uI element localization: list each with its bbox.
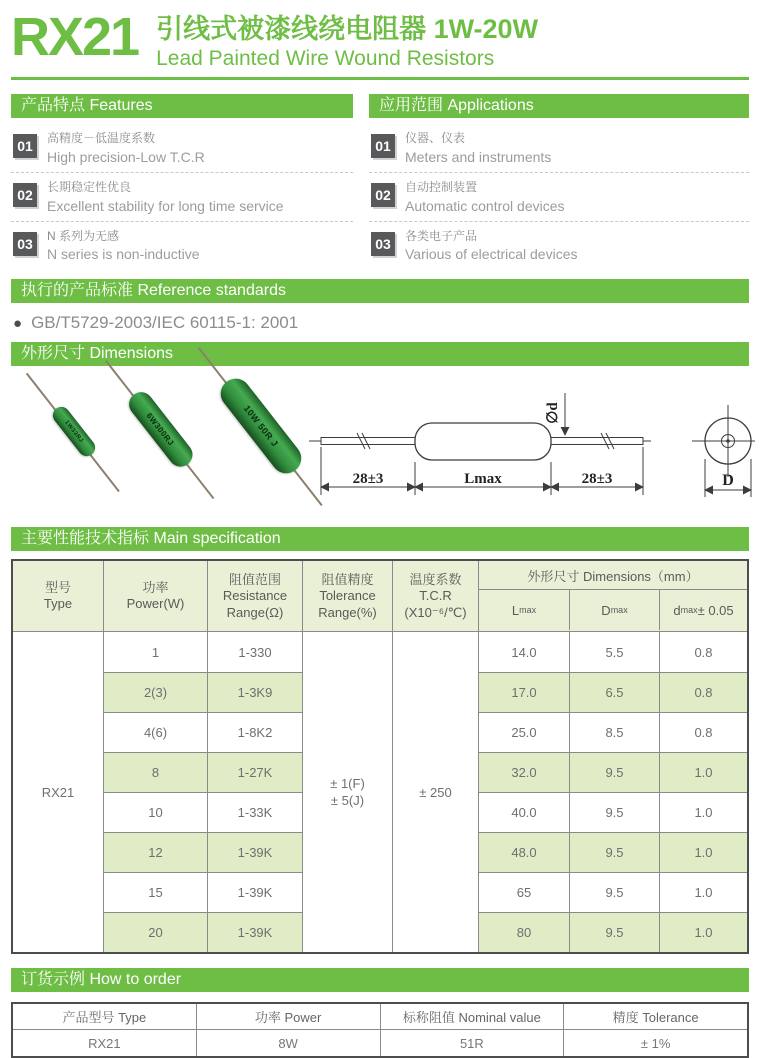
- resistor-body: [49, 404, 98, 460]
- lmax-cell: 80: [479, 912, 569, 952]
- title-block: [156, 12, 538, 70]
- power-cell: 12: [104, 832, 207, 872]
- item-label-en: High precision-Low T.C.R: [47, 148, 205, 165]
- dlead-cell: 1.0: [660, 832, 747, 872]
- lmax-cell: 32.0: [479, 752, 569, 792]
- spec-header-bar: 主要性能技术指标 Main specification: [11, 527, 749, 551]
- power-cell: 20: [104, 912, 207, 952]
- resistor-photo-small: [21, 368, 127, 497]
- standards-line: [13, 313, 749, 333]
- lead-right: [551, 438, 643, 445]
- features-section: [11, 94, 353, 269]
- resistance-cell: 1-330: [238, 644, 272, 660]
- item-label-en: N series is non-inductive: [47, 246, 200, 263]
- col-group-dimensions: [478, 561, 747, 631]
- application-item: [369, 124, 749, 173]
- tolerance-value-1: ± 1(F): [330, 775, 365, 791]
- dlead-cell: 1.0: [660, 792, 747, 832]
- item-label-cn: 仪器、仪表: [405, 131, 466, 146]
- dlead-cell: 0.8: [660, 712, 747, 752]
- item-number-badge: 02: [371, 183, 395, 207]
- item-number-badge: 03: [371, 232, 395, 256]
- col-header-dmax: D max: [569, 590, 659, 630]
- resistor-marking: 10W 50R J: [241, 403, 281, 450]
- feature-item: [11, 124, 353, 173]
- col-header-type: [13, 561, 103, 631]
- resistance-cell: 1-39K: [208, 872, 302, 912]
- feature-item: [11, 222, 353, 270]
- features-header-bar: 产品特点 Features: [11, 94, 353, 118]
- item-number-badge: 01: [371, 134, 395, 158]
- item-label-cn: 各类电子产品: [405, 228, 478, 243]
- features-list: [11, 124, 353, 269]
- lead-left: [321, 438, 415, 445]
- col-header-tolerance-cn: 阻值精度: [321, 572, 374, 588]
- item-label-cn: 自动控制装置: [405, 179, 478, 194]
- item-label-cn: 长期稳定性优良: [47, 179, 132, 194]
- power-cell: 1: [151, 644, 160, 660]
- resistance-cell: 1-39K: [208, 832, 302, 872]
- spec-table: [11, 559, 749, 954]
- dim-label-end-diameter: D: [722, 472, 734, 490]
- order-column-value: RX21: [88, 1035, 121, 1051]
- tcr-value-cell: ± 250: [419, 784, 452, 800]
- lmax-cell: 40.0: [479, 792, 569, 832]
- column-dmax: [569, 632, 659, 952]
- item-label-cn: N 系列为无感: [47, 228, 120, 243]
- order-header-bar: 订货示例 How to order: [11, 968, 749, 992]
- dmax-cell: 9.5: [570, 912, 659, 952]
- dimensions-header-bar: 外形尺寸 Dimensions: [11, 342, 749, 366]
- lmax-cell: 25.0: [479, 712, 569, 752]
- dlead-cell: 1.0: [660, 912, 747, 952]
- dmax-cell: 9.5: [570, 872, 659, 912]
- bullet-icon: ●: [13, 314, 23, 332]
- order-column: [13, 1004, 196, 1056]
- col-header-tolerance-en2: Range(%): [318, 604, 377, 620]
- col-header-type-en: Type: [43, 596, 73, 612]
- standard-text: GB/T5729-2003/IEC 60115-1: 2001: [31, 313, 299, 333]
- page-title-en: Lead Painted Wire Wound Resistors: [156, 47, 495, 71]
- resistance-cell: 1-3K9: [208, 672, 302, 712]
- resistance-cell: 1-33K: [208, 792, 302, 832]
- column-tolerance: [302, 632, 392, 952]
- resistor-marking: 1W33RJ: [63, 419, 85, 445]
- order-column-value: 8W: [278, 1035, 298, 1051]
- col-header-tcr-en1: T.C.R: [419, 588, 452, 604]
- dim-label-body-length: Lmax: [464, 471, 502, 488]
- item-label-en: Excellent stability for long time service: [47, 197, 284, 214]
- order-column: [380, 1004, 564, 1056]
- applications-header-bar: 应用范围 Applications: [369, 94, 749, 118]
- order-column-value: ± 1%: [640, 1035, 671, 1051]
- order-column: [196, 1004, 380, 1056]
- order-column-header: 精度 Tolerance: [564, 1004, 747, 1030]
- order-column-value: 51R: [459, 1035, 484, 1051]
- column-type: [13, 632, 103, 952]
- col-header-power: [103, 561, 207, 631]
- item-text: [405, 229, 577, 264]
- dlead-cell: 0.8: [660, 672, 747, 712]
- col-header-resistance-en2: Range(Ω): [226, 604, 284, 620]
- dmax-cell: 9.5: [570, 752, 659, 792]
- dlead-main: d: [673, 602, 681, 618]
- item-text: [47, 131, 205, 166]
- order-column-header: 标称阻值 Nominal value: [381, 1004, 564, 1030]
- item-text: [47, 229, 200, 264]
- features-applications-row: [11, 94, 749, 269]
- dmax-cell: 9.5: [570, 832, 659, 872]
- col-header-resistance-en1: Resistance: [222, 588, 288, 604]
- item-text: [405, 131, 551, 166]
- column-lmax: [478, 632, 569, 952]
- dlead-cell: 0.8: [694, 644, 713, 660]
- dim-label-lead-right: 28±3: [581, 471, 613, 488]
- resistance-cell: 1-8K2: [208, 712, 302, 752]
- dimensions-group-title: 外形尺寸 Dimensions（mm）: [479, 561, 747, 590]
- power-cell: 15: [104, 872, 207, 912]
- dmax-cell: 9.5: [570, 792, 659, 832]
- lmax-cell: 14.0: [511, 644, 537, 660]
- col-header-power-en: Power(W): [126, 596, 185, 612]
- feature-item: [11, 173, 353, 222]
- resistor-marking: 6W300RJ: [144, 411, 177, 448]
- item-number-badge: 03: [13, 232, 37, 256]
- item-label-en: Automatic control devices: [405, 197, 565, 214]
- spec-table-body: [13, 632, 747, 952]
- resistance-cell: 1-39K: [208, 912, 302, 952]
- item-label-en: Various of electrical devices: [405, 246, 578, 263]
- item-text: [47, 180, 284, 215]
- dlead-cell: 1.0: [660, 872, 747, 912]
- col-header-tcr-en2: (X10⁻⁶/℃): [404, 604, 467, 620]
- resistor-body: [124, 387, 197, 471]
- column-resistance: [207, 632, 302, 952]
- item-label-cn: 高精度－低温度系数: [47, 131, 156, 146]
- col-header-tcr: [392, 561, 478, 631]
- col-header-tcr-cn: 温度系数: [409, 572, 462, 588]
- applications-section: [369, 94, 749, 269]
- dmax-cell: 8.5: [570, 712, 659, 752]
- col-header-resistance-cn: 阻值范围: [228, 572, 281, 588]
- standards-header-bar: 执行的产品标准 Reference standards: [11, 279, 749, 303]
- model-name: RX21: [11, 7, 139, 67]
- order-table: [11, 1002, 749, 1058]
- col-header-dlead: d max ± 0.05: [659, 590, 747, 630]
- column-power: [103, 632, 207, 952]
- dim-label-lead-left: 28±3: [352, 471, 384, 488]
- lmax-main: L: [511, 602, 520, 618]
- item-label-en: Meters and instruments: [405, 148, 552, 165]
- resistor-body-outline: [415, 423, 551, 460]
- column-tcr: [392, 632, 478, 952]
- dmax-cell: 6.5: [570, 672, 659, 712]
- col-header-tolerance-en1: Tolerance: [319, 588, 376, 604]
- technical-drawing: [305, 369, 755, 519]
- power-cell: 2(3): [104, 672, 207, 712]
- spec-table-header: [13, 561, 747, 632]
- dimensions-subheaders: [479, 590, 747, 630]
- dimensions-figure: [11, 369, 749, 521]
- tolerance-value-cell: [303, 632, 392, 952]
- resistance-cell: 1-27K: [208, 752, 302, 792]
- item-number-badge: 01: [13, 134, 37, 158]
- page-title-cn: 引线式被漆线绕电阻器 1W-20W: [156, 14, 539, 44]
- col-header-lmax: L max: [511, 602, 537, 618]
- application-item: [369, 222, 749, 270]
- item-text: [405, 180, 565, 215]
- power-cell: 8: [104, 752, 207, 792]
- power-cell: 4(6): [104, 712, 207, 752]
- page-header: [11, 0, 749, 70]
- tolerance-value-2: ± 5(J): [330, 793, 365, 809]
- col-header-type-cn: 型号: [44, 580, 71, 596]
- col-header-power-cn: 功率: [142, 580, 169, 596]
- lmax-cell: 17.0: [479, 672, 569, 712]
- type-value-cell: RX21: [41, 784, 75, 800]
- order-column-header: 产品型号 Type: [13, 1004, 196, 1030]
- order-column-header: 功率 Power: [197, 1004, 380, 1030]
- col-header-tolerance: [302, 561, 392, 631]
- dlead-suffix: ± 0.05: [697, 602, 734, 618]
- header-divider: [11, 77, 749, 80]
- order-column: [563, 1004, 747, 1056]
- item-number-badge: 02: [13, 183, 37, 207]
- dmax-main: D: [601, 602, 611, 618]
- dmax-cell: 5.5: [605, 644, 624, 660]
- applications-list: [369, 124, 749, 269]
- resistor-body: [215, 373, 308, 480]
- dim-label-lead-diameter: ∅d: [545, 402, 561, 425]
- application-item: [369, 173, 749, 222]
- column-dlead: [659, 632, 747, 952]
- col-header-resistance: [207, 561, 302, 631]
- dlead-cell: 1.0: [660, 752, 747, 792]
- lmax-cell: 65: [479, 872, 569, 912]
- lmax-cell: 48.0: [479, 832, 569, 872]
- power-cell: 10: [104, 792, 207, 832]
